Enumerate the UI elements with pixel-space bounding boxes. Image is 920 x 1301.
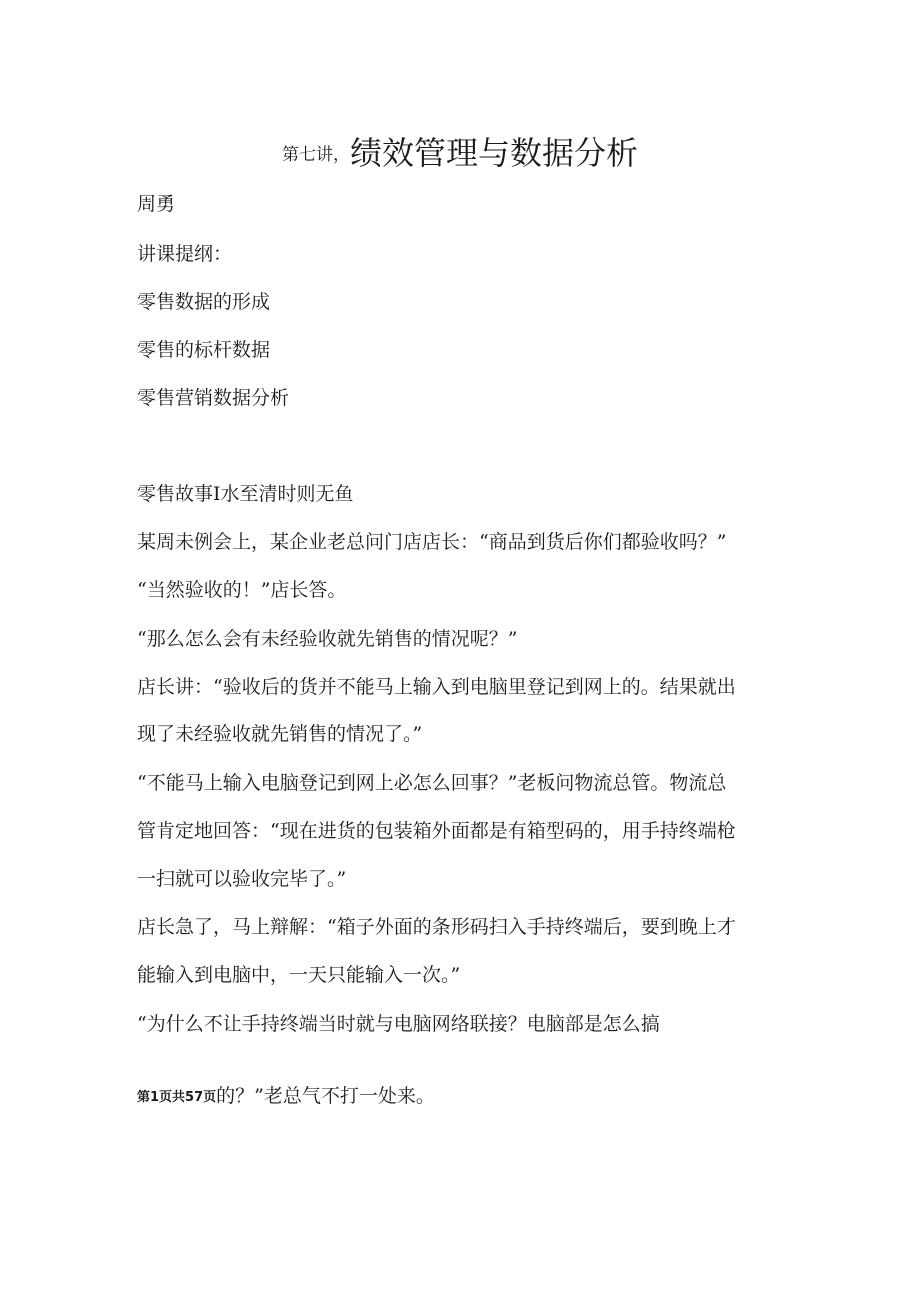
footer-line [137, 1084, 435, 1110]
paragraph-line: “那么怎么会有未经验收就先销售的情况呢？” [137, 628, 518, 650]
paragraph-line: 店长急了，马上辩解：“箱子外面的条形码扫入手持终端后，要到晚上才 [137, 916, 736, 938]
paragraph-line: 管肯定地回答：“现在进货的包装箱外面都是有箱型码的，用手持终端枪 [137, 820, 736, 842]
outline-label: 讲课提纲： [137, 243, 233, 265]
paragraph-line: “为什么不让手持终端当时就与电脑网络联接？电脑部是怎么搞 [137, 1013, 660, 1035]
paragraph-line: 能输入到电脑中，一天只能输入一次。” [137, 964, 461, 986]
lecture-title: 绩效管理与数据分析 [349, 134, 638, 172]
paragraph-line: 现了未经验收就先销售的情况了。” [137, 723, 423, 745]
outline-item: 零售营销数据分析 [137, 387, 290, 409]
paragraph-line: 的？”老总气不打一处来。 [216, 1085, 435, 1107]
lecture-number: 第七讲， [281, 145, 350, 165]
author-name: 周勇 [137, 193, 176, 215]
paragraph-line: 一扫就可以验收完毕了。” [137, 868, 347, 890]
paragraph-line: “不能马上输入电脑登记到网上必怎么回事？”老板问物流总管。物流总 [137, 772, 727, 794]
paragraph-line: 某周未例会上，某企业老总问门店店长：“商品到货后你们都验收吗？” [137, 531, 727, 553]
page-number: 第1页共57页 [137, 1090, 217, 1105]
paragraph-line: 店长讲：“验收后的货并不能马上输入到电脑里登记到网上的。结果就出 [137, 676, 736, 698]
outline-item: 零售的标杆数据 [137, 339, 271, 361]
outline-item: 零售数据的形成 [137, 291, 271, 313]
story-title: 零售故事Ι水至清时则无鱼 [137, 483, 354, 505]
document-title [0, 128, 920, 174]
paragraph-line: “当然验收的！”店长答。 [137, 579, 347, 601]
